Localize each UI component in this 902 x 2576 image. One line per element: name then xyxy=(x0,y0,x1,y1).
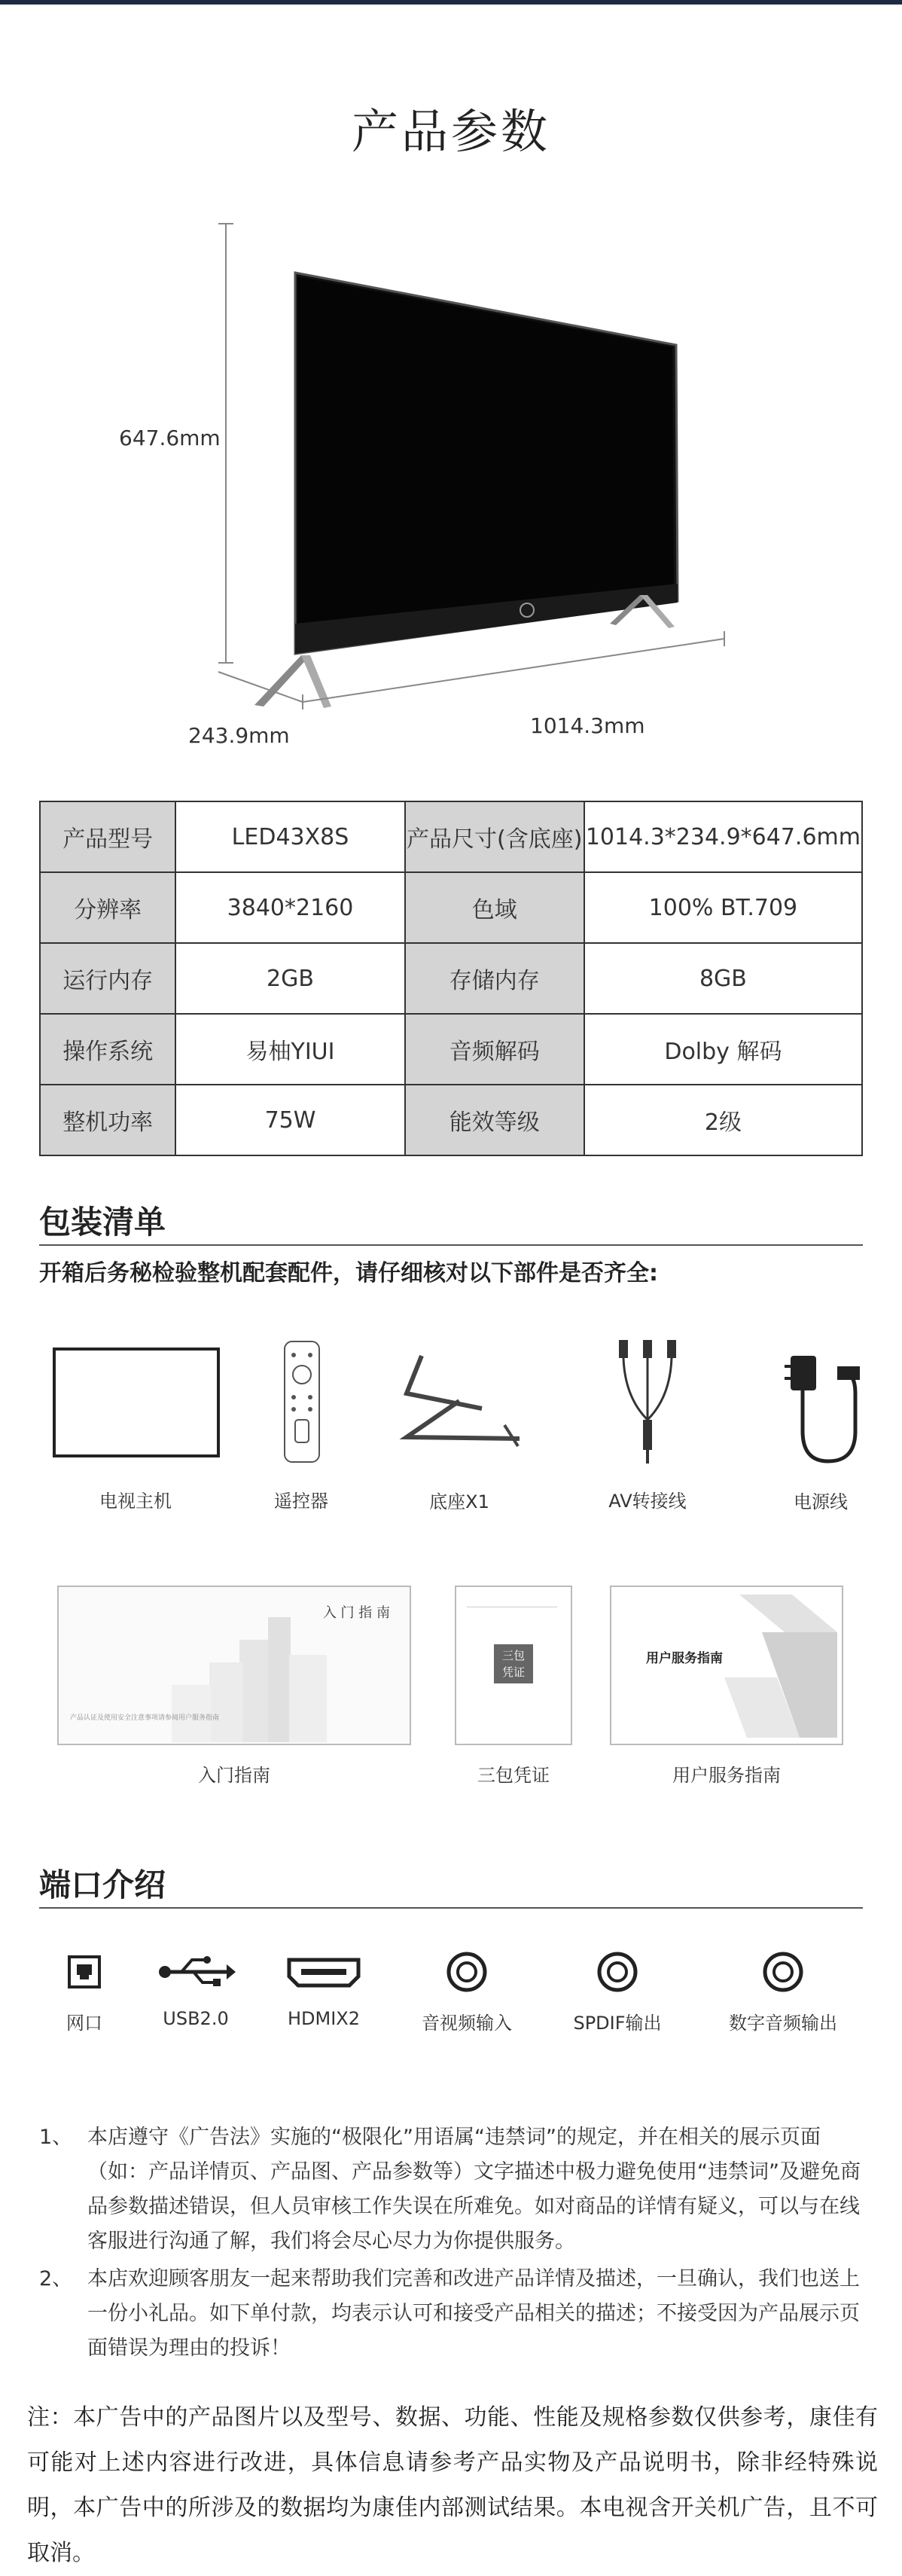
av-cable-icon xyxy=(595,1337,700,1465)
note-text: 本店欢迎顾客朋友一起来帮助我们完善和改进产品详情及描述，一旦确认，我们也送上一份小礼品。如下单付款，均表示认可和接受产品相关的描述；不接受因为产品展示页面错误为理由的投诉！ xyxy=(87,2267,860,2360)
footnote: 注：本广告中的产品图片以及型号、数据、功能、性能及规格参数仅供参考，康佳有可能对上述内容进行改进，具体信息请参考产品实物及产品说明书，除非经特殊说明，本广告中的所涉及的数据均为康佳内部测试结果。本电视含开关机广告，且不可取消。 xyxy=(27,2404,878,2566)
port-usb xyxy=(154,1951,237,2029)
item-av-cable xyxy=(595,1337,700,1512)
spdif-icon xyxy=(561,1951,674,1993)
note-number: 1、 xyxy=(39,2126,73,2149)
item-caption: 遥控器 xyxy=(274,1491,328,1512)
top-bar xyxy=(0,0,902,5)
packing-heading: 包装清单 xyxy=(39,1204,166,1241)
packing-subtitle: 开箱后务秘检验整机配套配件，请仔细核对以下部件是否齐全: xyxy=(39,1260,658,1286)
port-spdif xyxy=(561,1951,674,2034)
spec-value: Dolby 解码 xyxy=(584,1014,862,1085)
item-caption: AV转接线 xyxy=(608,1491,687,1512)
spec-value: 3840*2160 xyxy=(175,872,404,943)
port-caption: 数字音频输出 xyxy=(729,2013,837,2034)
ports-divider xyxy=(39,1907,863,1909)
warranty-stamp: 三包 凭证 xyxy=(494,1644,533,1683)
hdmi-icon xyxy=(279,1951,369,1993)
av-input-icon xyxy=(410,1951,523,1993)
quick-guide-small-text: 产品认证及使用安全注意事项请参阅用户服务指南 xyxy=(69,1714,219,1722)
quick-guide-title: 入 门 指 南 xyxy=(322,1605,390,1621)
item-tv xyxy=(45,1344,226,1512)
ports-heading: 端口介绍 xyxy=(39,1866,166,1903)
spec-value: 100% BT.709 xyxy=(584,872,862,943)
item-caption: 入门指南 xyxy=(198,1765,270,1786)
height-dimension-label: 647.6mm xyxy=(119,426,221,450)
table-row xyxy=(40,1014,862,1085)
spec-label: 音频解码 xyxy=(405,1014,584,1085)
table-row xyxy=(40,1085,862,1155)
spec-value: 2GB xyxy=(175,943,404,1014)
spec-table xyxy=(39,801,863,1156)
note-item xyxy=(39,2262,867,2366)
doc-quick-guide xyxy=(57,1586,411,1787)
tv-dimension-diagram xyxy=(0,203,902,776)
port-caption: SPDIF输出 xyxy=(573,2013,662,2034)
spec-value: 75W xyxy=(175,1085,404,1155)
tv-illustration xyxy=(0,203,902,776)
remote-icon xyxy=(256,1337,346,1465)
spec-label: 产品尺寸(含底座) xyxy=(405,801,584,872)
item-caption: 三包凭证 xyxy=(477,1765,550,1786)
spec-value: 2级 xyxy=(584,1085,862,1155)
spec-label: 能效等级 xyxy=(405,1085,584,1155)
usb-icon xyxy=(154,1951,237,1993)
stand-icon xyxy=(392,1341,527,1469)
table-row xyxy=(40,943,862,1014)
spec-value: 易柚YIUI xyxy=(175,1014,404,1085)
spec-label: 存储内存 xyxy=(405,943,584,1014)
doc-service-guide xyxy=(610,1586,843,1787)
note-text: 本店遵守《广告法》实施的“极限化”用语属“违禁词”的规定，并在相关的展示页面（如：产品详情页、产品图、产品参数等）文字描述中极力避免使用“违禁词”及避免商品参数描述错误，但人员审核工作失误在所难免。如对商品的详情有疑义，可以与在线客服进行沟通了解，我们将会尽心尽力为你提供服务。 xyxy=(87,2126,861,2253)
spec-value: 8GB xyxy=(584,943,862,1014)
warranty-card xyxy=(455,1586,572,1745)
item-caption: 电源线 xyxy=(794,1491,848,1512)
depth-dimension-label: 243.9mm xyxy=(188,723,290,748)
doc-warranty xyxy=(455,1586,572,1787)
item-power-cord xyxy=(768,1341,873,1513)
power-cord-icon xyxy=(768,1341,873,1469)
spec-label: 色域 xyxy=(405,872,584,943)
service-guide-booklet xyxy=(610,1586,843,1745)
port-caption: 音视频输入 xyxy=(422,2013,512,2034)
spec-label: 运行内存 xyxy=(40,943,175,1014)
table-row xyxy=(40,801,862,872)
port-av-input xyxy=(410,1951,523,2034)
item-caption: 底座X1 xyxy=(429,1491,489,1512)
item-caption: 电视主机 xyxy=(99,1491,172,1512)
notes-list xyxy=(39,2120,867,2366)
port-caption: HDMIX2 xyxy=(287,2008,361,2029)
spec-value: LED43X8S xyxy=(175,801,404,872)
tv-icon xyxy=(45,1344,226,1465)
digital-audio-icon xyxy=(715,1951,851,1993)
spec-label: 分辨率 xyxy=(40,872,175,943)
port-hdmi xyxy=(279,1951,369,2029)
item-caption: 用户服务指南 xyxy=(672,1765,781,1786)
width-dimension-label: 1014.3mm xyxy=(530,713,645,738)
page-title: 产品参数 xyxy=(351,104,550,159)
ethernet-icon xyxy=(47,1951,122,1993)
note-item xyxy=(39,2120,867,2259)
table-row xyxy=(40,872,862,943)
quick-guide-booklet xyxy=(57,1586,411,1745)
note-number: 2、 xyxy=(39,2267,73,2291)
spec-label: 产品型号 xyxy=(40,801,175,872)
port-digital-audio xyxy=(715,1951,851,2034)
spec-value: 1014.3*234.9*647.6mm xyxy=(584,801,862,872)
service-guide-title: 用户服务指南 xyxy=(646,1651,723,1666)
port-ethernet xyxy=(47,1951,122,2034)
port-caption: USB2.0 xyxy=(163,2008,229,2029)
spec-label: 操作系统 xyxy=(40,1014,175,1085)
port-caption: 网口 xyxy=(66,2013,102,2034)
item-remote xyxy=(256,1337,346,1512)
item-stand xyxy=(392,1341,527,1513)
spec-label: 整机功率 xyxy=(40,1085,175,1155)
packing-divider xyxy=(39,1244,863,1246)
